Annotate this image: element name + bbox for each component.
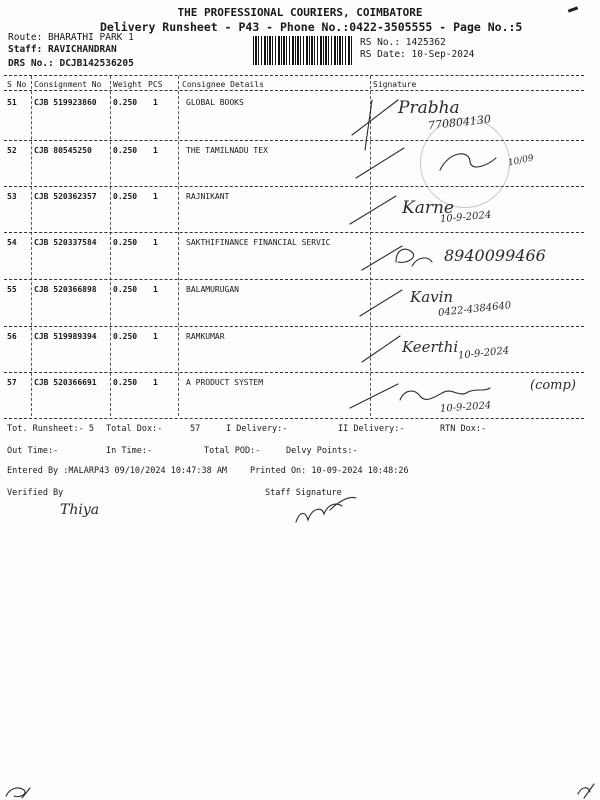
handwritten-phone: 770804130 (427, 112, 492, 133)
ii-delivery: II Delivery:- (338, 424, 405, 434)
signature-stroke (400, 388, 490, 400)
row-consignee: RAJNIKANT (186, 192, 230, 201)
drs-number: DRS No.: DCJB142536205 (8, 58, 134, 69)
row-consignment: CJB 520337584 (34, 238, 97, 247)
row-sno: 55 (7, 285, 17, 294)
row-sno: 54 (7, 238, 17, 247)
handwritten-signature: Kavin (410, 288, 454, 306)
signature-stroke (296, 498, 356, 523)
row-sno: 53 (7, 192, 17, 201)
delvy-points: Delvy Points:- (286, 446, 358, 456)
row-sno: 51 (7, 98, 17, 107)
handwritten-signature: Prabha (398, 98, 460, 118)
col-sno: S No (7, 80, 27, 89)
row-pcs: 1 (153, 146, 158, 155)
handwritten-phone: 0422-4384640 (437, 300, 512, 319)
col-weight: Weight (113, 80, 142, 89)
row-consignee: A PRODUCT SYSTEM (186, 378, 264, 387)
company-title: THE PROFESSIONAL COURIERS, COIMBATORE (177, 6, 423, 19)
row-weight: 0.250 (113, 98, 138, 107)
rtn-dox: RTN Dox:- (440, 424, 487, 434)
total-runsheet: Tot. Runsheet:- 5 (7, 424, 94, 434)
handwritten-date: 10/09 (507, 153, 535, 169)
staff-signature-label: Staff Signature (265, 488, 342, 498)
row-consignee: SAKTHIFINANCE FINANCIAL SERVIC (186, 238, 331, 247)
signature-stroke (350, 196, 396, 224)
signature-stroke (578, 784, 594, 798)
row-sno: 56 (7, 332, 17, 341)
row-pcs: 1 (153, 98, 158, 107)
row-pcs: 1 (153, 238, 158, 247)
row-consignee: BALAMURUGAN (186, 285, 239, 294)
signature-stroke (362, 336, 400, 362)
row-weight: 0.250 (113, 192, 138, 201)
handwritten-signature: Karne (402, 198, 454, 218)
row-weight: 0.250 (113, 285, 138, 294)
row-weight: 0.250 (113, 332, 138, 341)
signature-stroke (440, 154, 496, 170)
signature-stroke (350, 384, 398, 408)
signature-stroke (352, 100, 398, 135)
verified-by-label: Verified By (7, 488, 64, 498)
row-consignment: CJB 520362357 (34, 192, 97, 201)
row-sno: 57 (7, 378, 17, 387)
handwritten-date: 10-9-2024 (439, 400, 492, 415)
i-delivery: I Delivery:- (226, 424, 288, 434)
runsheet-subtitle: Delivery Runsheet - P43 - Phone No.:0422-3505555 - Page No.:5 (100, 20, 523, 34)
col-signature: Signature (373, 80, 417, 89)
row-weight: 0.250 (113, 146, 138, 155)
row-weight: 0.250 (113, 238, 138, 247)
rs-date: RS Date: 10-Sep-2024 (360, 49, 475, 60)
signature-stroke (356, 148, 404, 178)
row-consignee: THE TAMILNADU TEX (186, 146, 268, 155)
row-weight: 0.250 (113, 378, 138, 387)
row-consignment: CJB 519923860 (34, 98, 97, 107)
in-time: In Time:- (106, 446, 153, 456)
handwritten-signature: Keerthi (402, 338, 459, 356)
handwritten-date: 10-9-2024 (457, 345, 510, 362)
out-time: Out Time:- (7, 446, 59, 456)
printed-on: Printed On: 10-09-2024 10:48:26 (250, 466, 409, 476)
col-consignee: Consignee Details (182, 80, 264, 89)
staff-label: Staff: RAVICHANDRAN (8, 44, 117, 55)
entered-by: Entered By :MALARP43 09/10/2024 10:47:38 AM (7, 466, 228, 476)
total-pod: Total POD:- (204, 446, 261, 456)
total-dox-value: 57 (190, 424, 201, 434)
col-consignment: Consignment No (34, 80, 102, 89)
handwritten-phone: 8940099466 (444, 246, 546, 265)
handwritten-note: (comp) (530, 378, 576, 393)
total-dox-label: Total Dox:- (106, 424, 163, 434)
row-sno: 52 (7, 146, 17, 155)
row-pcs: 1 (153, 192, 158, 201)
handwritten-date: 10-9-2024 (439, 209, 492, 226)
signature-stroke (396, 249, 432, 266)
row-consignment: CJB 80545250 (34, 146, 92, 155)
route-label: Route: BHARATHI PARK 1 (8, 32, 134, 43)
row-consignee: RAMKUMAR (186, 332, 225, 341)
row-consignment: CJB 520366691 (34, 378, 97, 387)
signature-stroke (6, 788, 30, 798)
rs-number: RS No.: 1425362 (360, 37, 446, 48)
row-consignment: CJB 520366898 (34, 285, 97, 294)
col-pcs: PCS (148, 80, 163, 89)
row-pcs: 1 (153, 285, 158, 294)
row-consignee: GLOBAL BOOKS (186, 98, 244, 107)
row-pcs: 1 (153, 378, 158, 387)
row-pcs: 1 (153, 332, 158, 341)
signature-stroke (360, 290, 402, 316)
row-consignment: CJB 519989394 (34, 332, 97, 341)
verified-signature: Thiya (60, 502, 100, 518)
